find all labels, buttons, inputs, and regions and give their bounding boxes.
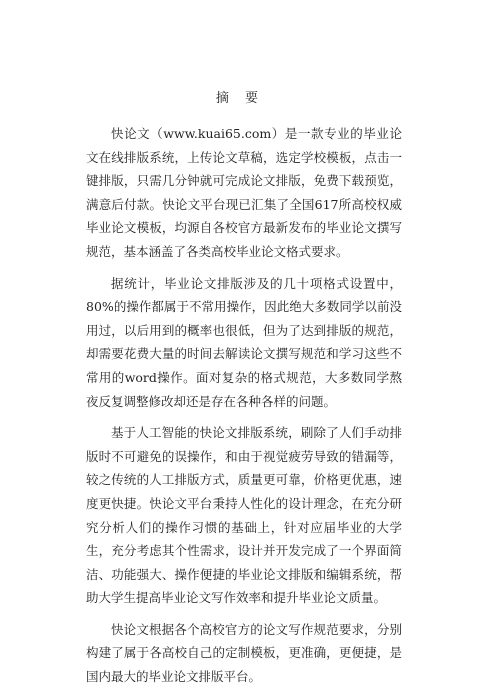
paragraph-4: 快论文根据各个高校官方的论文写作规范要求，分别构建了属于各高校自己的定制模板，更准确，更便捷，是国内最大的毕业论文排版平台。 xyxy=(86,621,402,685)
paragraph-2: 据统计，毕业论文排版涉及的几十项格式设置中，80%的操作都属于不常用操作，因此绝大多数同学以前没用过，以后用到的概率也很低，但为了达到排版的规范，却需要花费大量的时间去解读论文撰写规范和学习这些不常用的word操作。面对复杂的格式规范，大多数同学熬夜反复调整修改却还是存在各种各样的问题。 xyxy=(86,275,402,409)
paragraph-3: 基于人工智能的快论文排版系统，刷除了人们手动排版时不可避免的误操作，和由于视觉疲劳导致的错漏等，较之传统的人工排版方式，质量更可靠，价格更优惠，速度更快捷。快论文平台秉持人性化的设计理念，在充分研究分析人们的操作习惯的基础上，针对应届毕业的大学生，充分考虑其个性需求，设计并开发完成了一个界面简洁、功能强大、操作便捷的毕业论文排版和编辑系统，帮助大学生提高毕业论文写作效率和提升毕业论文质量。 xyxy=(86,425,402,606)
paragraph-1: 快论文（www.kuai65.com）是一款专业的毕业论文在线排版系统，上传论文草稿，选定学校模板，点击一键排版，只需几分钟就可完成论文排版，免费下载预览，满意后付款。快论文平台现已汇集了全国617所高校权威毕业论文模板，均源自各校官方最新发布的毕业论文撰写规范，基本涵盖了各类高校毕业论文格式要求。 xyxy=(86,126,402,259)
abstract-title: 摘 要 xyxy=(215,91,265,106)
abstract-body xyxy=(86,122,402,697)
